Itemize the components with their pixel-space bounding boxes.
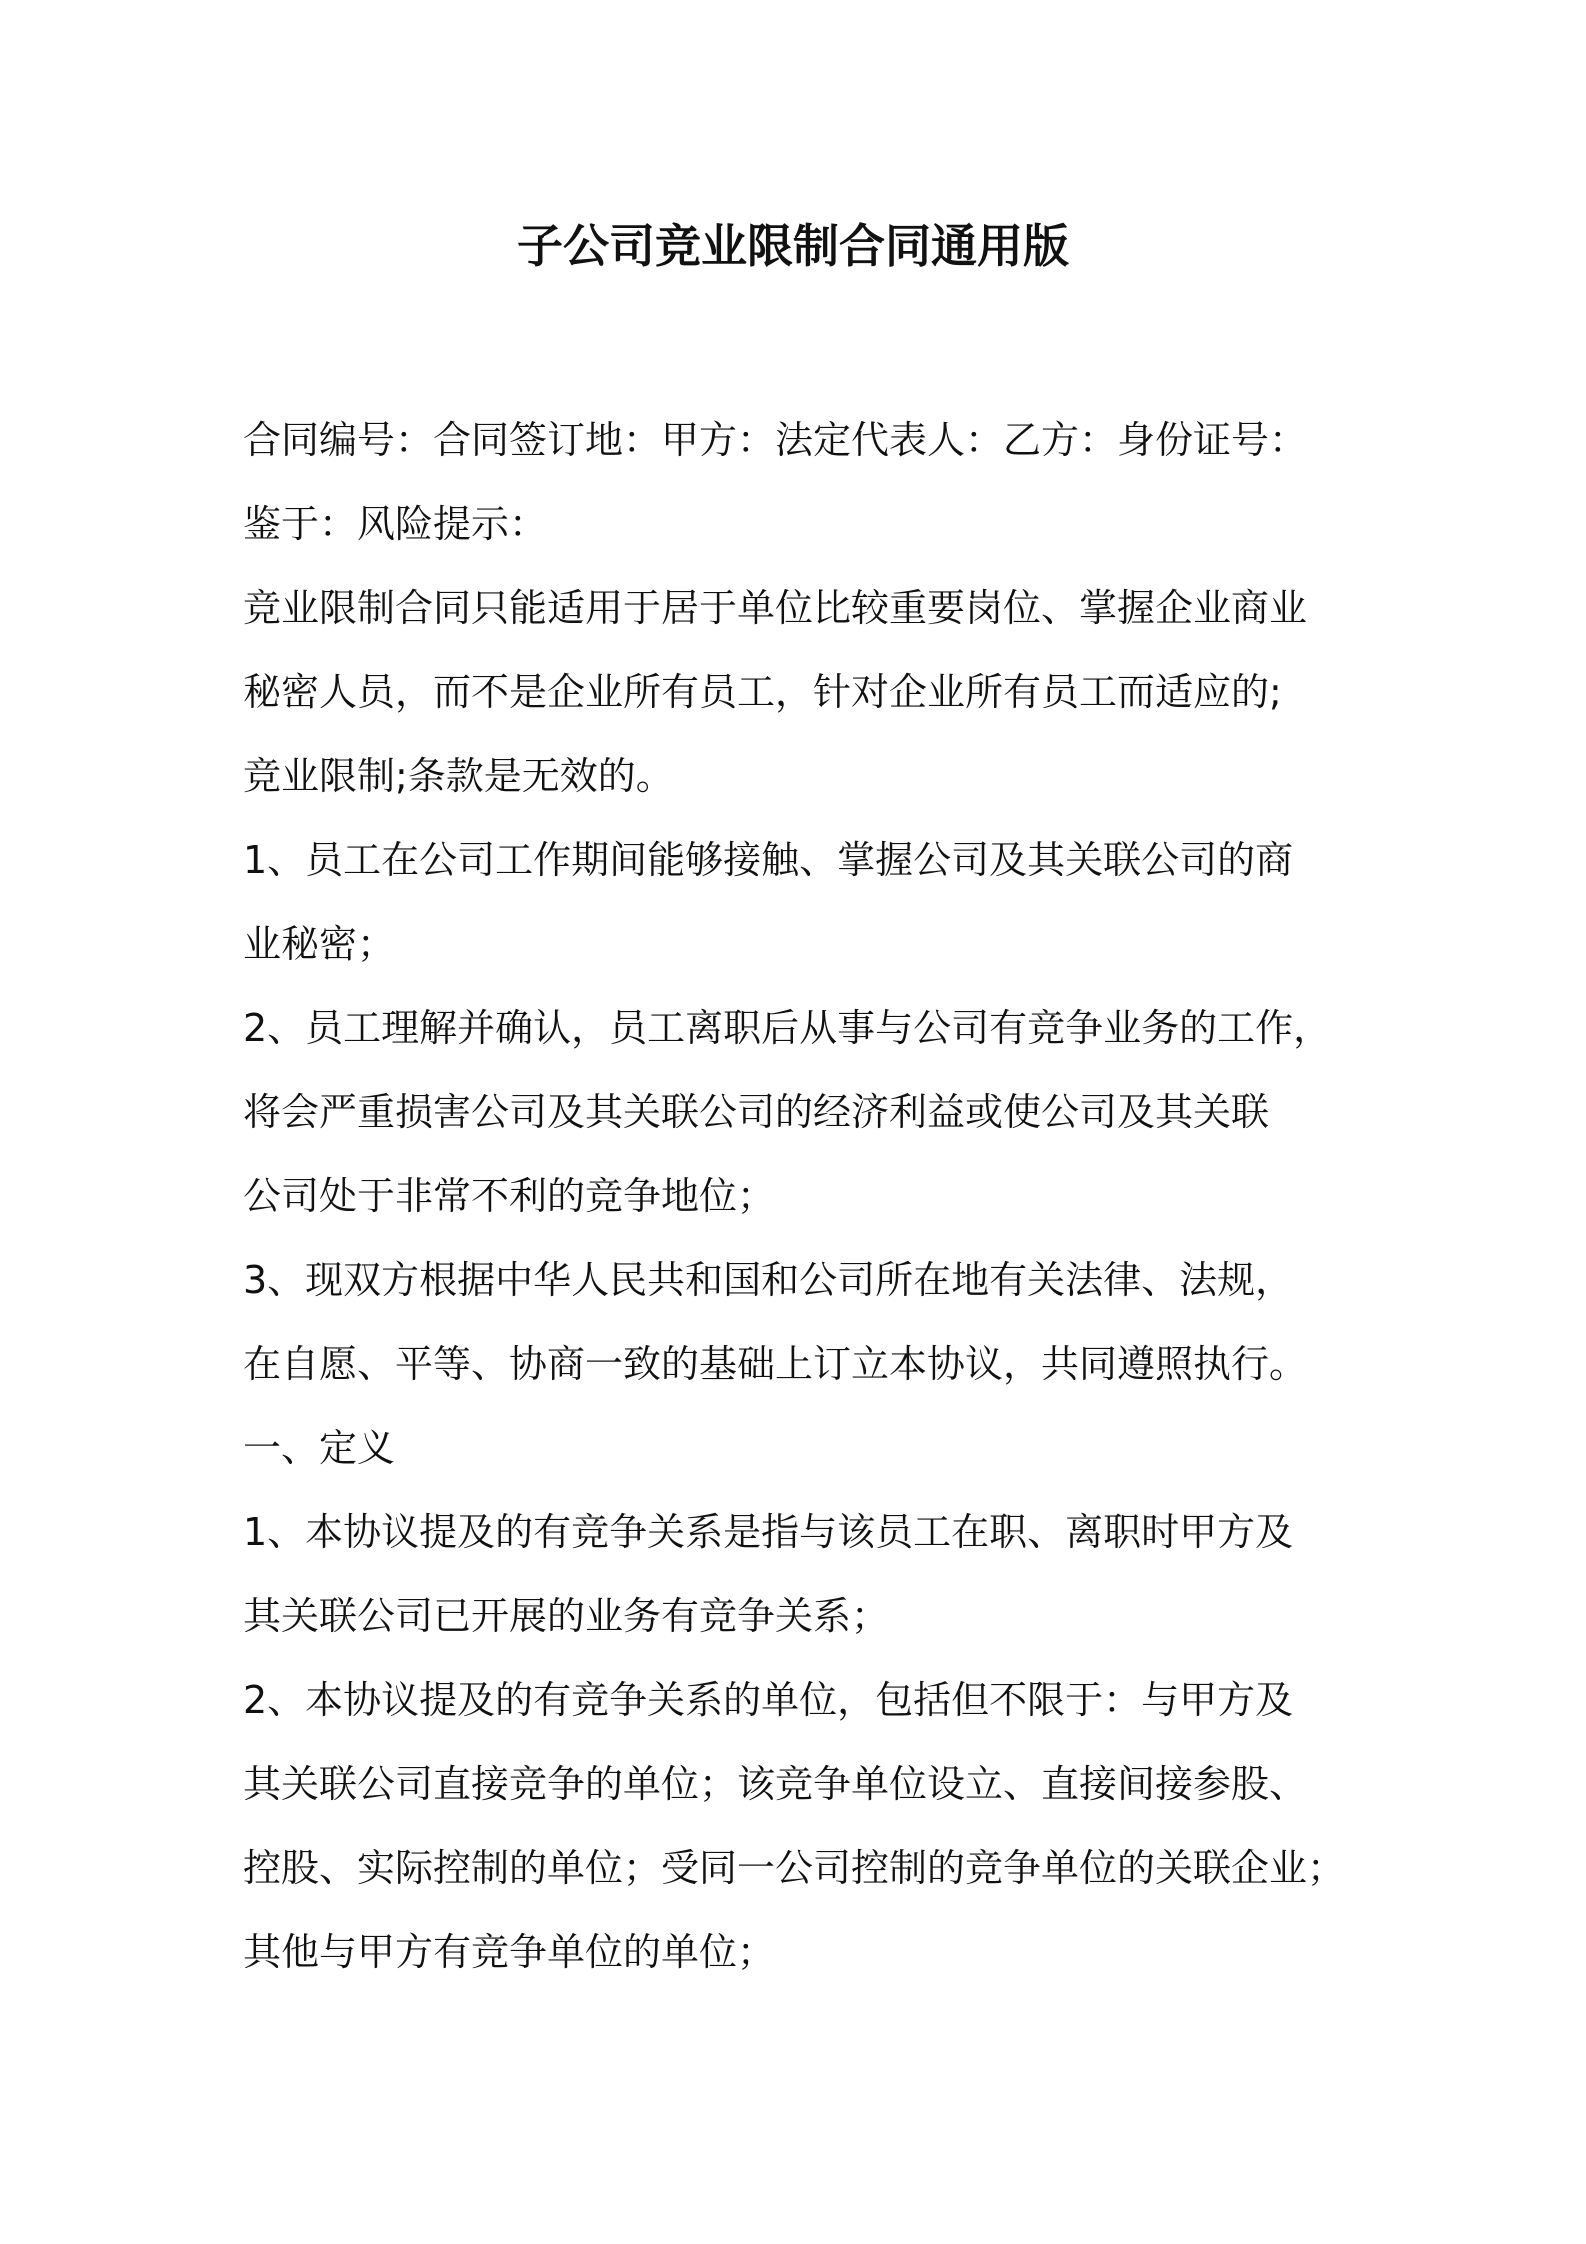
clause-3-line-1: 3、现双方根据中华人民共和国和公司所在地有关法律、法规， [243, 1258, 1294, 1302]
risk-notice-line-3: 竞业限制;条款是无效的。 [243, 754, 674, 798]
clause-2-line-3: 公司处于非常不利的竞争地位； [243, 1174, 776, 1218]
risk-notice-line-1: 竞业限制合同只能适用于居于单位比较重要岗位、掌握企业商业 [243, 586, 1308, 630]
definition-2-line-2: 其关联公司直接竞争的单位；该竞争单位设立、直接间接参股、 [243, 1762, 1308, 1806]
clause-3-line-2: 在自愿、平等、协商一致的基础上订立本协议，共同遵照执行。 [243, 1342, 1308, 1386]
definition-2-line-4: 其他与甲方有竞争单位的单位； [243, 1930, 776, 1974]
recital-line: 鉴于：风险提示： [243, 502, 548, 546]
definition-1-line-1: 1、本协议提及的有竞争关系是指与该员工在职、离职时甲方及 [243, 1510, 1294, 1554]
document-title: 子公司竞业限制合同通用版 [517, 219, 1069, 273]
definition-1-line-2: 其关联公司已开展的业务有竞争关系； [243, 1594, 890, 1638]
clause-2-line-1: 2、员工理解并确认，员工离职后从事与公司有竞争业务的工作， [243, 1006, 1332, 1050]
definition-2-line-3: 控股、实际控制的单位；受同一公司控制的竞争单位的关联企业； [243, 1846, 1346, 1890]
clause-1-line-2: 业秘密； [243, 922, 396, 966]
definition-2-line-1: 2、本协议提及的有竞争关系的单位，包括但不限于：与甲方及 [243, 1678, 1294, 1722]
contract-header-fields: 合同编号：合同签订地：甲方：法定代表人：乙方：身份证号： [243, 418, 1308, 462]
risk-notice-line-2: 秘密人员，而不是企业所有员工，针对企业所有员工而适应的; [243, 670, 1282, 714]
clause-1-line-1: 1、员工在公司工作期间能够接触、掌握公司及其关联公司的商 [243, 838, 1294, 882]
clause-2-line-2: 将会严重损害公司及其关联公司的经济利益或使公司及其关联 [243, 1090, 1270, 1134]
section-heading-definitions: 一、定义 [243, 1426, 396, 1470]
